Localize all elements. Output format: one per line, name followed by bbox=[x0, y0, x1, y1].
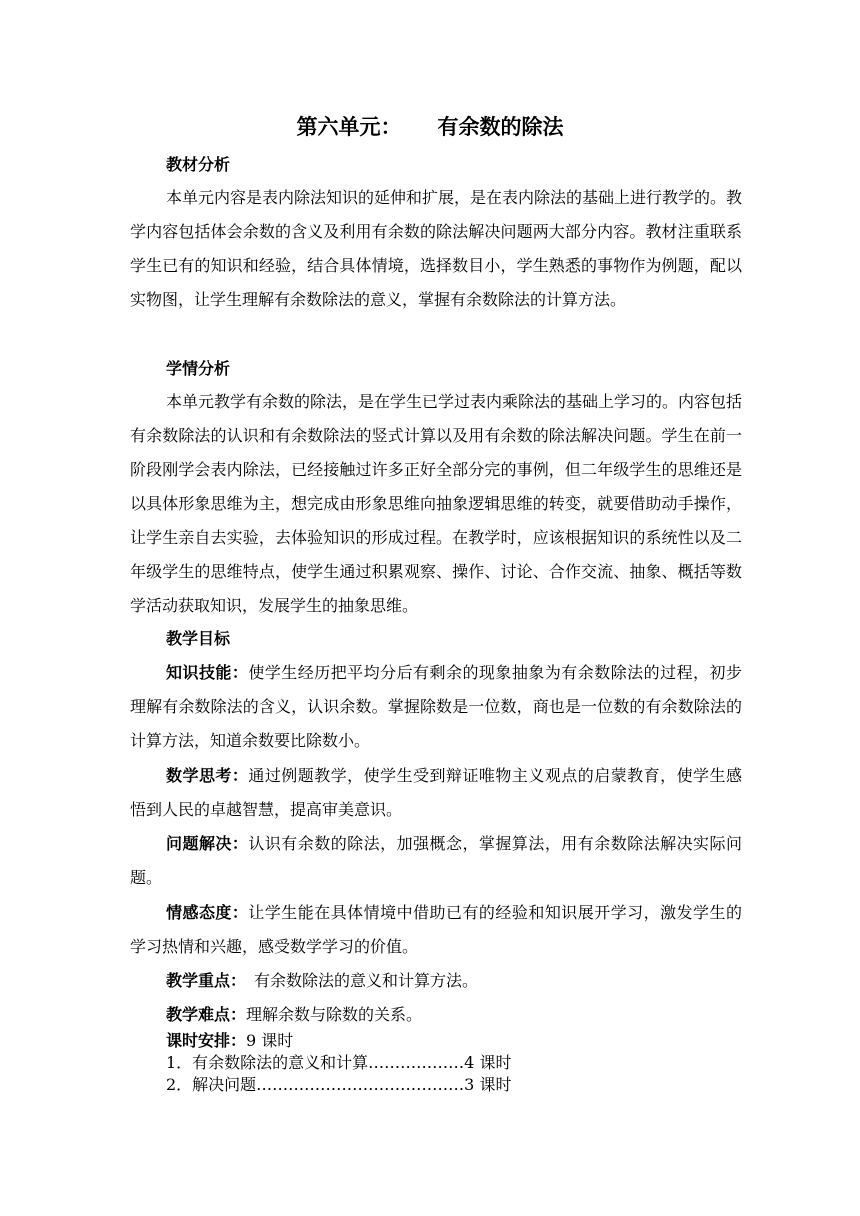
materials-heading: 教材分析 bbox=[166, 155, 231, 174]
schedule-text: 9 课时 bbox=[246, 1031, 294, 1050]
materials-paragraph: 本单元内容是表内除法知识的延伸和扩展，是在表内除法的基础上进行教学的。教学内容包括体会余数的含义及利用有余数的除法解决问题两大部分内容。教材注重联系学生已有的知识和经验，结合具体情境，选择数目小，学生熟悉的事物作为例题，配以实物图，让学生理解有余数除法的意义，掌握有余数除法的计算方法。 bbox=[130, 188, 743, 309]
schedule-item: 2．解决问题…………………………………3 课时 bbox=[166, 1075, 512, 1094]
goal-problem bbox=[130, 827, 742, 895]
goal-attitude-label: 情感态度： bbox=[166, 903, 249, 922]
students-heading: 学情分析 bbox=[166, 359, 231, 378]
schedule bbox=[166, 1030, 293, 1052]
difficulty-point bbox=[130, 998, 742, 1032]
difficulty-label: 教学难点： bbox=[166, 1005, 247, 1024]
key-point-text: 有余数除法的意义和计算方法。 bbox=[238, 971, 479, 990]
key-point bbox=[130, 964, 742, 998]
goal-problem-label: 问题解决： bbox=[166, 834, 249, 853]
schedule-label: 课时安排： bbox=[166, 1031, 247, 1050]
goal-attitude-text: 让学生能在具体情境中借助已有的经验和知识展开学习，激发学生的学习热情和兴趣，感受数学学习的价值。 bbox=[130, 903, 742, 956]
key-point-label: 教学重点： bbox=[166, 971, 239, 990]
goal-knowledge-label: 知识技能： bbox=[166, 663, 249, 682]
goal-problem-text: 认识有余数的除法，加强概念，掌握算法，用有余数除法解决实际问题。 bbox=[130, 834, 742, 887]
schedule-item: 1．有余数除法的意义和计算………………4 课时 bbox=[166, 1053, 512, 1072]
students-paragraph: 本单元教学有余数的除法，是在学生已学过表内乘除法的基础上学习的。内容包括有余数除法的认识和有余数除法的竖式计算以及用有余数的除法解决问题。学生在前一阶段刚学会表内除法，已经接触过许多正好全部分完的事例，但二年级学生的思维还是以具体形象思维为主，想完成由形象思维向抽象逻辑思维的转变，就要借助动手操作，让学生亲自去实验，去体验知识的形成过程。在教学时，应该根据知识的系统性以及二年级学生的思维特点，使学生通过积累观察、操作、讨论、合作交流、抽象、概括等数学活动获取知识，发展学生的抽象思维。 bbox=[130, 392, 743, 615]
title-unit: 第六单元： bbox=[296, 114, 402, 139]
goal-thinking-label: 数学思考： bbox=[166, 766, 249, 785]
goal-attitude bbox=[130, 896, 742, 964]
goal-knowledge bbox=[130, 656, 742, 758]
goals-heading: 教学目标 bbox=[166, 629, 231, 648]
page-title bbox=[0, 112, 860, 142]
difficulty-text: 理解余数与除数的关系。 bbox=[246, 1005, 423, 1024]
title-topic: 有余数的除法 bbox=[437, 114, 564, 139]
goal-thinking bbox=[130, 759, 742, 827]
goal-thinking-text: 通过例题教学，使学生受到辩证唯物主义观点的启蒙教育，使学生感悟到人民的卓越智慧，提高审美意识。 bbox=[130, 766, 742, 819]
goal-knowledge-text: 使学生经历把平均分后有剩余的现象抽象为有余数除法的过程，初步理解有余数除法的含义，认识余数。掌握除数是一位数，商也是一位数的有余数除法的计算方法，知道余数要比除数小。 bbox=[130, 663, 742, 750]
